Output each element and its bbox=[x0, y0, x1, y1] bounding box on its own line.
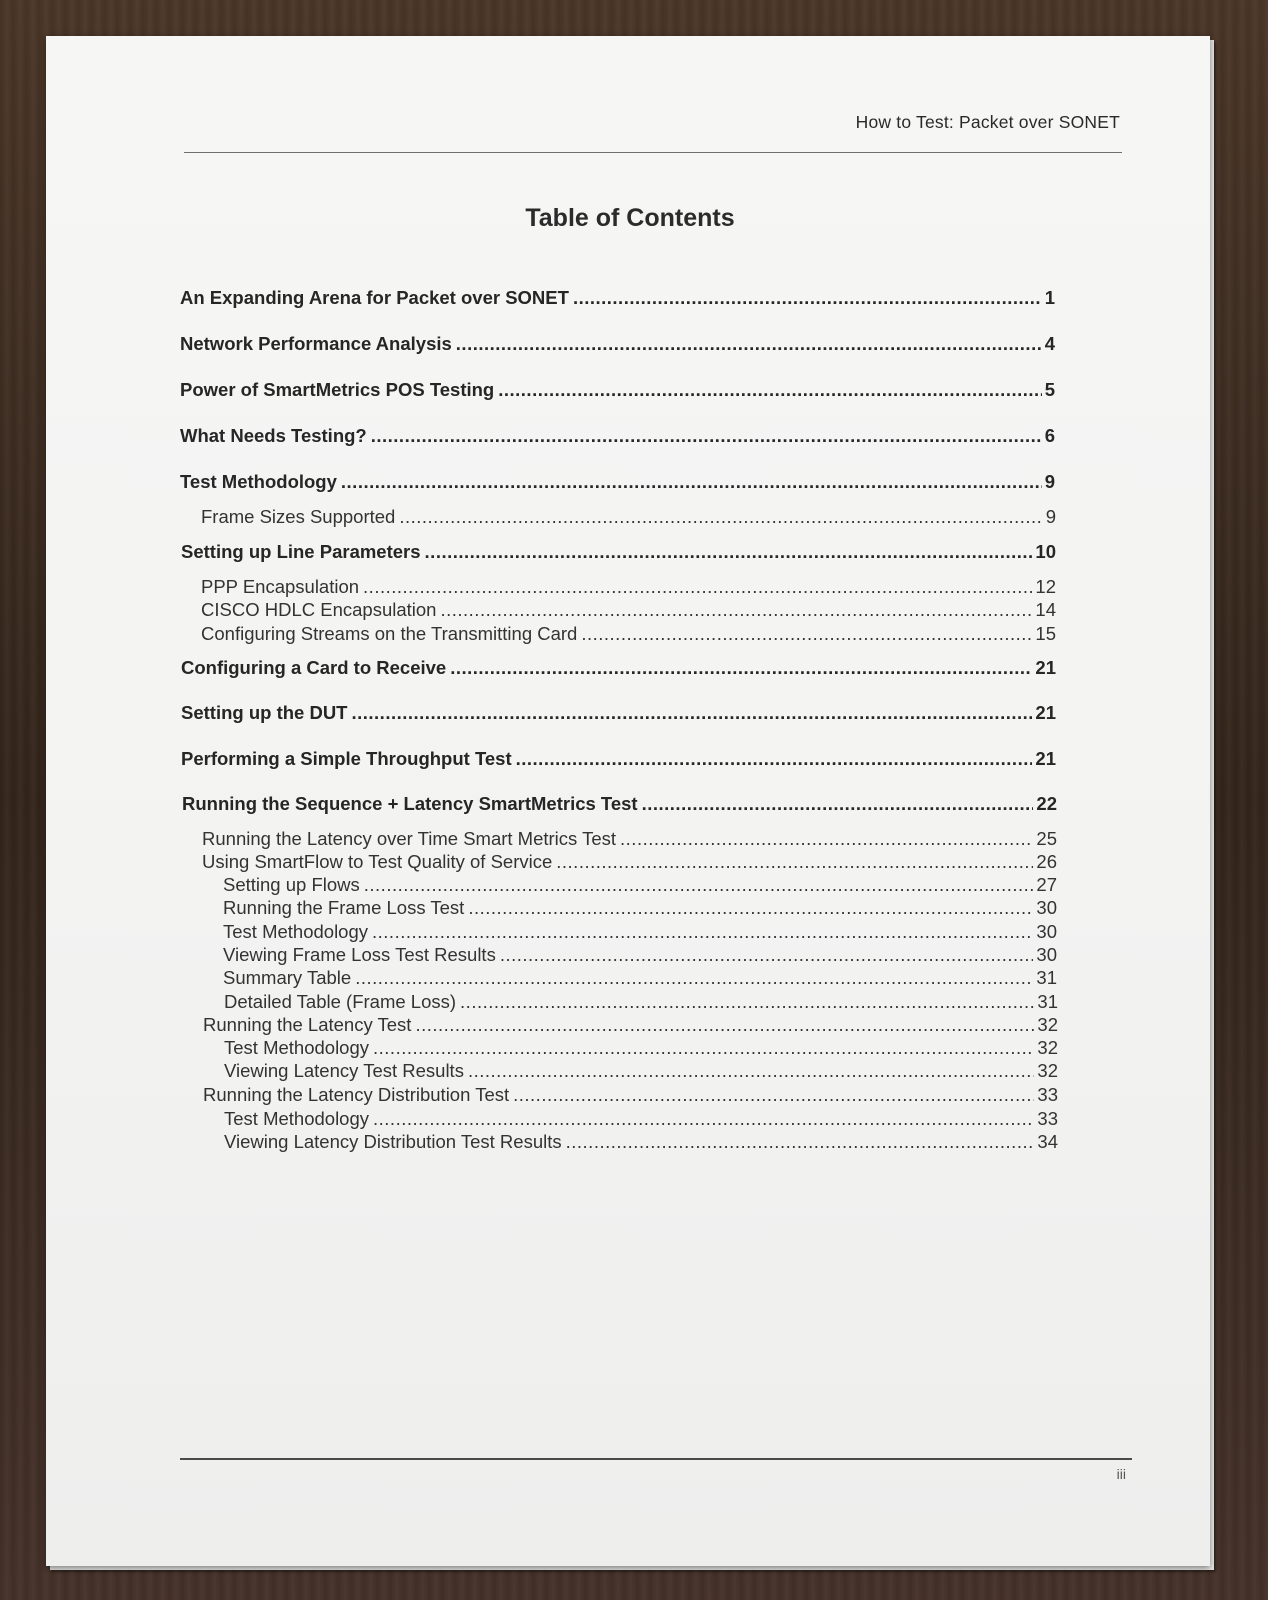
toc-entry-label: Setting up Flows bbox=[223, 874, 360, 895]
toc-entry-label: Frame Sizes Supported bbox=[201, 506, 396, 527]
toc-entry-page: 9 bbox=[1044, 471, 1055, 492]
toc-entry bbox=[202, 851, 1057, 873]
dot-leader bbox=[363, 576, 1032, 598]
toc-entry bbox=[202, 828, 1057, 850]
toc-entry-page: 22 bbox=[1036, 793, 1057, 814]
toc-entry bbox=[223, 944, 1057, 966]
toc-entry-page: 21 bbox=[1035, 748, 1056, 769]
toc-entry bbox=[201, 623, 1056, 645]
dot-leader bbox=[425, 541, 1033, 563]
dot-leader bbox=[516, 748, 1033, 770]
toc-entry-label: Running the Latency Test bbox=[203, 1014, 412, 1035]
header-rule bbox=[184, 152, 1122, 153]
dot-leader bbox=[373, 1037, 1034, 1059]
dot-leader bbox=[620, 828, 1033, 850]
toc-entry bbox=[180, 379, 1055, 401]
toc-entry bbox=[223, 967, 1057, 989]
toc-entry-label: Running the Latency Distribution Test bbox=[203, 1084, 510, 1105]
toc-entry-page: 33 bbox=[1037, 1084, 1058, 1105]
toc-entry bbox=[201, 506, 1056, 528]
toc-entry-label: Setting up the DUT bbox=[181, 702, 348, 723]
toc-entry bbox=[181, 702, 1056, 724]
running-header: How to Test: Packet over SONET bbox=[855, 112, 1120, 132]
toc-entry-page: 30 bbox=[1036, 944, 1057, 965]
toc-entry-page: 9 bbox=[1045, 506, 1056, 527]
toc-entry-label: Using SmartFlow to Test Quality of Service bbox=[202, 851, 553, 872]
toc-entry bbox=[203, 1014, 1058, 1036]
toc-entry-page: 15 bbox=[1035, 623, 1056, 644]
toc-entry bbox=[180, 471, 1055, 493]
toc-entry bbox=[180, 333, 1055, 355]
toc-entry-label: Running the Latency over Time Smart Metrics Test bbox=[202, 828, 617, 849]
toc-entry-page: 5 bbox=[1044, 379, 1055, 400]
toc-entry-page: 30 bbox=[1036, 921, 1057, 942]
toc-entry-page: 32 bbox=[1037, 1014, 1058, 1035]
toc-entry bbox=[201, 599, 1056, 621]
toc-entry-page: 31 bbox=[1036, 967, 1057, 988]
toc-entry-page: 30 bbox=[1036, 897, 1057, 918]
toc-entry-label: Summary Table bbox=[223, 967, 352, 988]
dot-leader bbox=[341, 471, 1042, 493]
toc-entry bbox=[181, 657, 1056, 679]
document-page bbox=[46, 36, 1210, 1566]
toc-entry-label: Running the Sequence + Latency SmartMetrics Test bbox=[182, 793, 638, 814]
toc-entry-label: Detailed Table (Frame Loss) bbox=[224, 991, 457, 1012]
toc-entry-page: 21 bbox=[1035, 702, 1056, 723]
toc-entry-page: 26 bbox=[1036, 851, 1057, 872]
dot-leader bbox=[573, 287, 1042, 309]
page-number: iii bbox=[1116, 1466, 1126, 1482]
toc-entry-page: 21 bbox=[1035, 657, 1056, 678]
dot-leader bbox=[566, 1131, 1035, 1153]
toc-entry-label: Running the Frame Loss Test bbox=[223, 897, 465, 918]
dot-leader bbox=[373, 1108, 1034, 1130]
toc-entry-label: PPP Encapsulation bbox=[201, 576, 360, 597]
dot-leader bbox=[371, 425, 1042, 447]
toc-entry bbox=[224, 1060, 1058, 1082]
toc-entry bbox=[180, 425, 1055, 447]
dot-leader bbox=[556, 851, 1033, 873]
dot-leader bbox=[372, 921, 1033, 943]
toc-entry bbox=[224, 1037, 1058, 1059]
dot-leader bbox=[498, 379, 1041, 401]
toc-entry-label: What Needs Testing? bbox=[180, 425, 367, 446]
dot-leader bbox=[440, 599, 1032, 621]
toc-entry bbox=[181, 541, 1056, 563]
toc-entry-page: 33 bbox=[1037, 1108, 1058, 1129]
toc-entry bbox=[224, 1131, 1058, 1153]
dot-leader bbox=[364, 874, 1034, 896]
dot-leader bbox=[468, 1060, 1034, 1082]
dot-leader bbox=[399, 506, 1042, 528]
toc-entry-label: CISCO HDLC Encapsulation bbox=[201, 599, 437, 620]
dot-leader bbox=[415, 1014, 1034, 1036]
toc-entry-label: Network Performance Analysis bbox=[180, 333, 452, 354]
toc-entry-page: 6 bbox=[1044, 425, 1055, 446]
toc-entry bbox=[223, 921, 1057, 943]
toc-entry-label: Test Methodology bbox=[223, 921, 369, 942]
toc-entry bbox=[182, 793, 1057, 815]
dot-leader bbox=[468, 897, 1033, 919]
toc-entry-page: 14 bbox=[1035, 599, 1056, 620]
toc-entry bbox=[224, 991, 1058, 1013]
toc-entry-page: 25 bbox=[1036, 828, 1057, 849]
toc-entry-label: Test Methodology bbox=[224, 1037, 370, 1058]
toc-entry-page: 27 bbox=[1036, 874, 1057, 895]
toc-entry-label: An Expanding Arena for Packet over SONET bbox=[180, 287, 569, 308]
dot-leader bbox=[351, 702, 1032, 724]
toc-entry-label: Setting up Line Parameters bbox=[181, 541, 421, 562]
dot-leader bbox=[642, 793, 1034, 815]
toc-entry-page: 10 bbox=[1035, 541, 1056, 562]
toc-entry-page: 1 bbox=[1044, 287, 1055, 308]
dot-leader bbox=[456, 333, 1042, 355]
toc-entry-page: 31 bbox=[1037, 991, 1058, 1012]
toc-entry-page: 4 bbox=[1044, 333, 1055, 354]
toc-entry-label: Viewing Latency Test Results bbox=[224, 1060, 464, 1081]
toc-entry-label: Viewing Latency Distribution Test Results bbox=[224, 1131, 562, 1152]
dot-leader bbox=[581, 623, 1032, 645]
toc-entry-label: Configuring Streams on the Transmitting Card bbox=[201, 623, 578, 644]
toc-entry bbox=[223, 874, 1057, 896]
toc-entry bbox=[203, 1084, 1058, 1106]
toc-entry-page: 12 bbox=[1035, 576, 1056, 597]
toc-entry-page: 32 bbox=[1037, 1037, 1058, 1058]
footer-rule bbox=[180, 1458, 1132, 1460]
toc-entry-label: Performing a Simple Throughput Test bbox=[181, 748, 512, 769]
toc-entry-page: 32 bbox=[1037, 1060, 1058, 1081]
toc-entry-label: Viewing Frame Loss Test Results bbox=[223, 944, 496, 965]
toc-entry-page: 34 bbox=[1037, 1131, 1058, 1152]
toc-entry-label: Configuring a Card to Receive bbox=[181, 657, 447, 678]
toc-entry bbox=[201, 576, 1056, 598]
page-title: Table of Contents bbox=[525, 204, 735, 232]
dot-leader bbox=[500, 944, 1034, 966]
dot-leader bbox=[513, 1084, 1034, 1106]
toc-entry bbox=[223, 897, 1057, 919]
toc-entry bbox=[180, 287, 1055, 309]
toc-entry-label: Test Methodology bbox=[224, 1108, 370, 1129]
toc-entry bbox=[224, 1108, 1058, 1130]
toc-entry-label: Power of SmartMetrics POS Testing bbox=[180, 379, 495, 400]
dot-leader bbox=[460, 991, 1034, 1013]
dot-leader bbox=[355, 967, 1033, 989]
dot-leader bbox=[450, 657, 1032, 679]
toc-entry bbox=[181, 748, 1056, 770]
toc-entry-label: Test Methodology bbox=[180, 471, 337, 492]
